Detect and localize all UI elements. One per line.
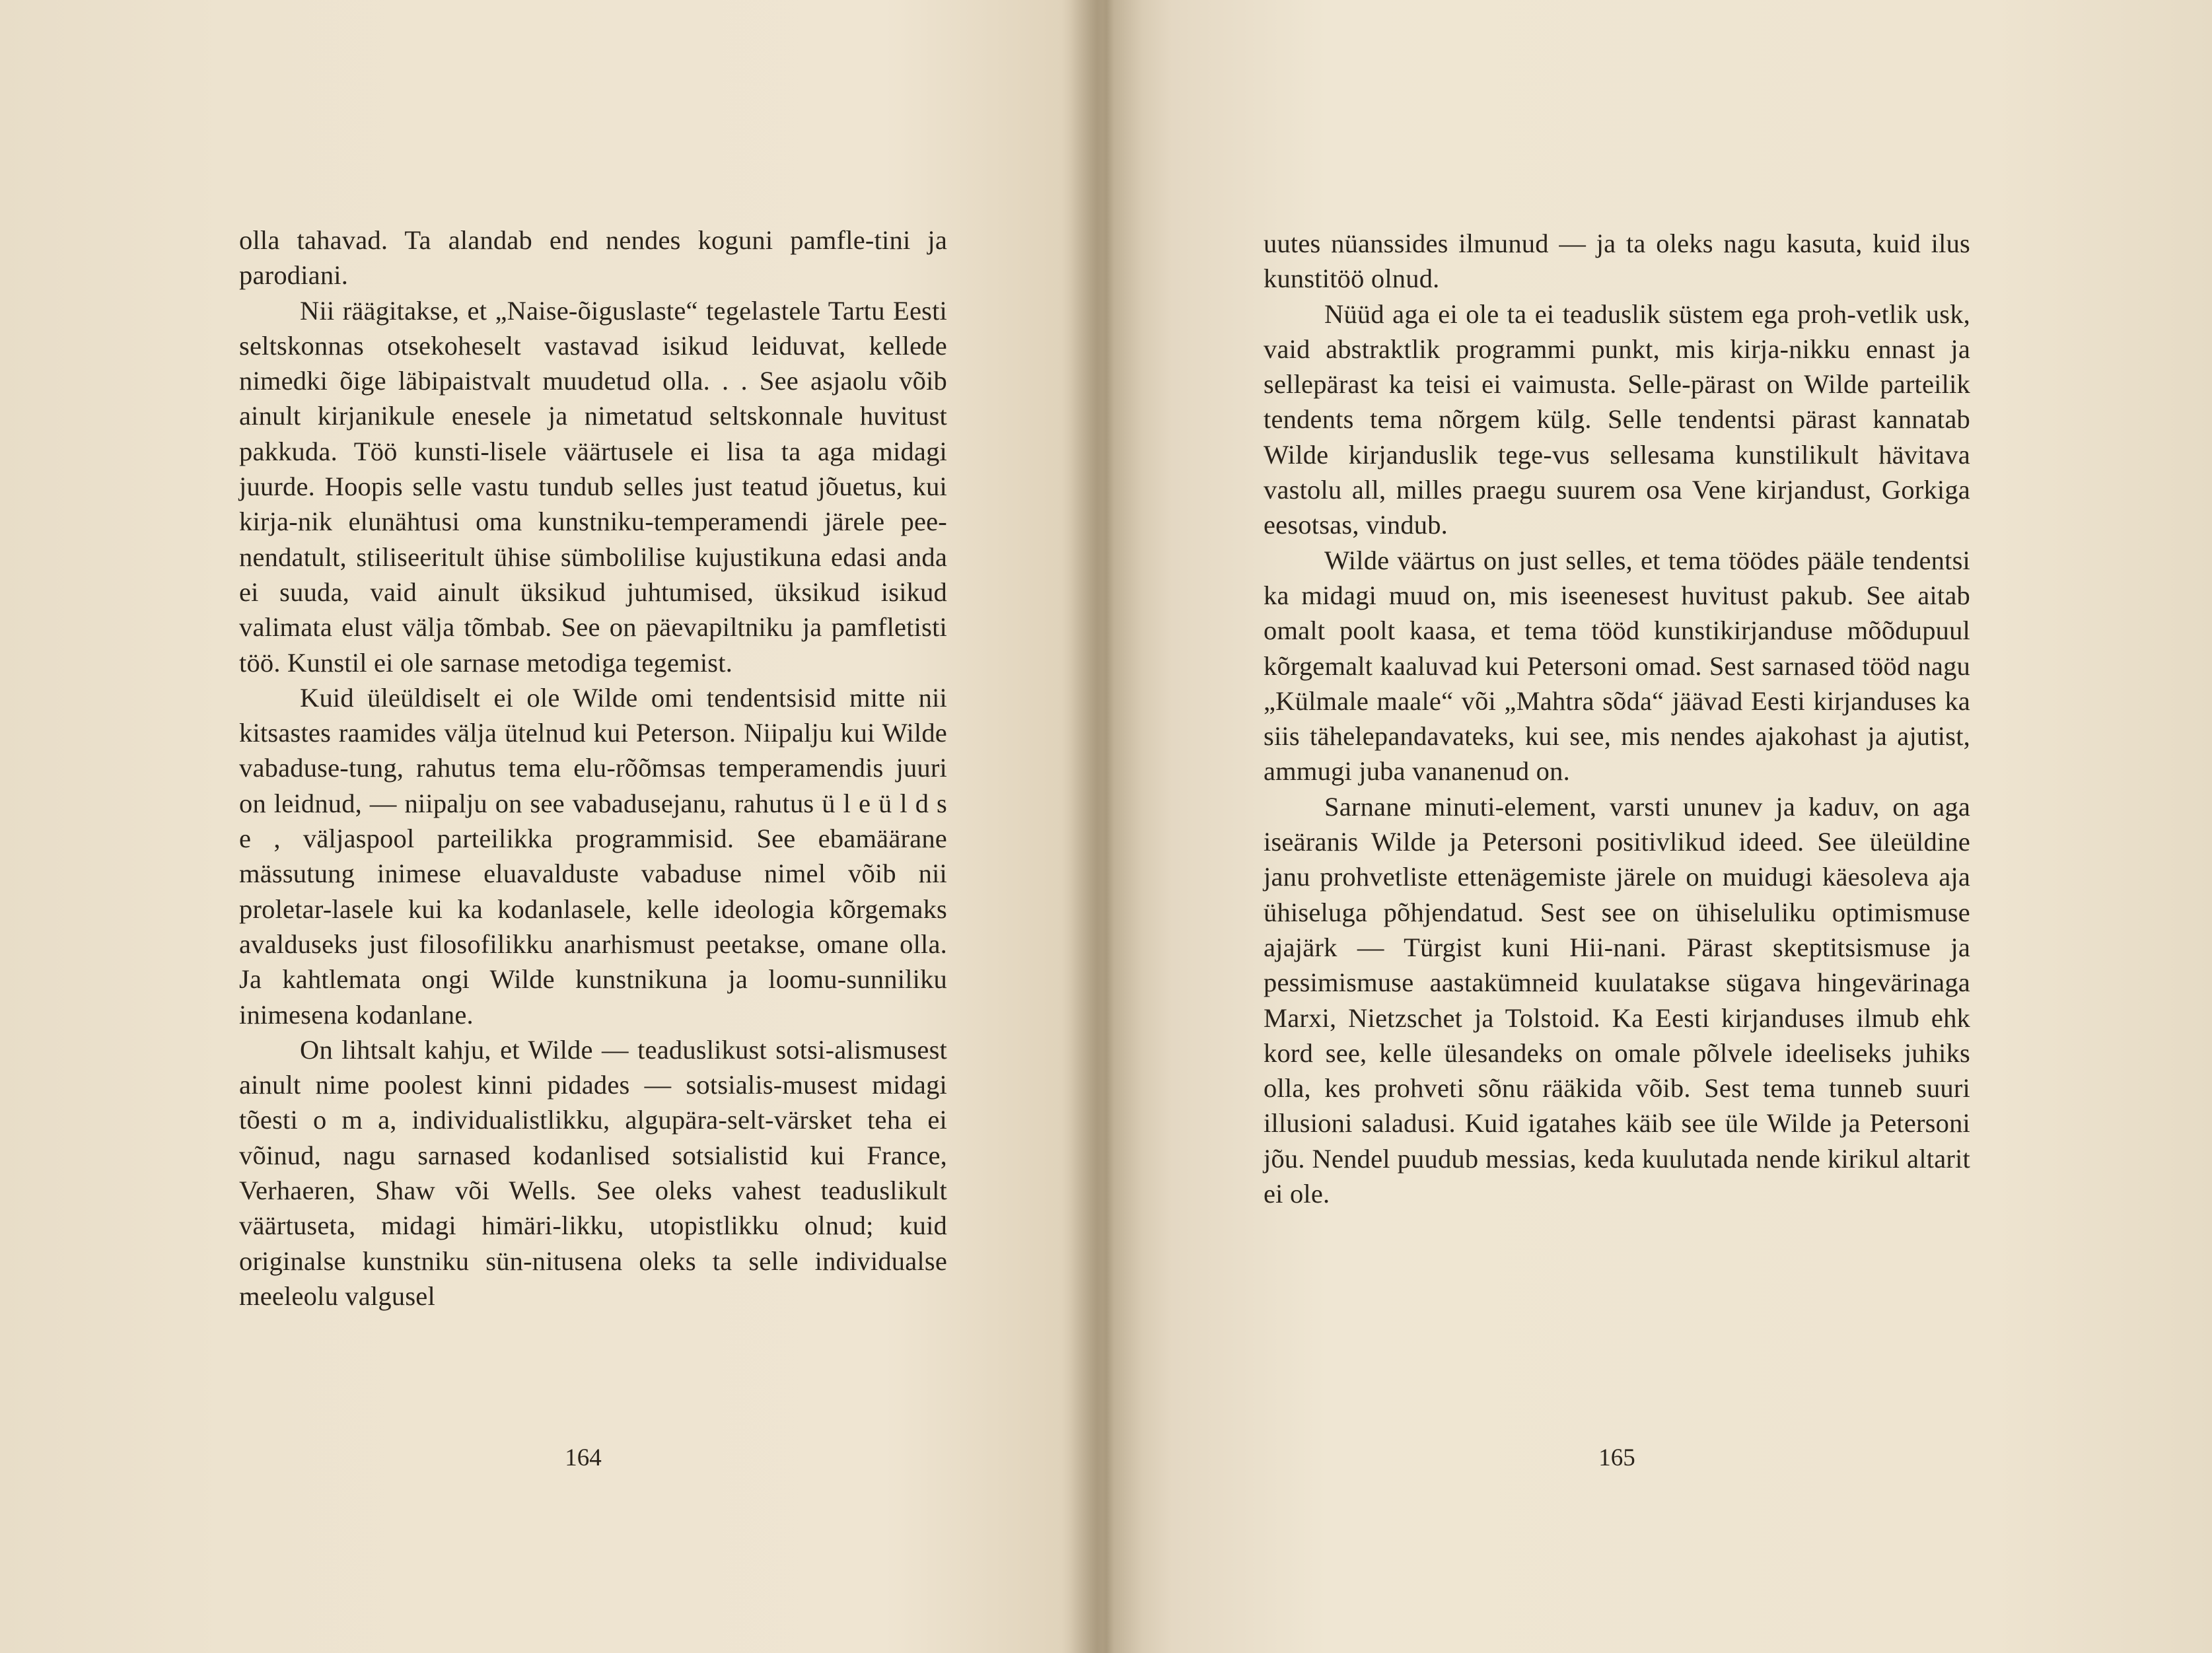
- page-number: 164: [565, 1444, 602, 1471]
- paragraph: uutes nüanssides ilmunud — ja ta oleks nagu kasuta, kuid ilus kunstitöö olnud.: [1264, 229, 1970, 294]
- paragraph: Nii räägitakse, et „Naise-õiguslaste“ tegelastele Tartu Eesti seltskonnas otsekoheselt vastavad isikud leiduvat, kellede nimedki õige läbipaistvalt muudetud olla. . . See asjaolu võib ainult kirjanikule enesele ja nimetatud seltskonnale huvitust pakkuda. Töö kunsti-lisele väärtusele ei lisa ta aga midagi juurde. Hoopis selle vastu tundub selles just teatud jõuetus, kui kirja-nik elunähtusi oma kunstniku-temperamendi järele pee-nendatult, stiliseeritult ühise sümbolilise kujustikuna edasi anda ei suuda, vaid ainult üksikud juhtumised, üksikud isikud valimata elust välja tõmbab. See on päevapiltniku ja pamfletisti töö. Kunstil ei ole sarnase metodiga tegemist.: [239, 295, 947, 678]
- left-page-text: [239, 223, 947, 1314]
- right-page: [1103, 0, 2212, 1653]
- paragraph: Nüüd aga ei ole ta ei teaduslik süstem ega proh-vetlik usk, vaid abstraktlik programmi punkt, mis kirja-nikku ennast ja sellepärast ka teisi ei vaimusta. Selle-pärast on Wilde parteilik tendents tema nõrgem külg. Selle tendentsi pärast kannatab Wilde kirjanduslik tege-vus sellesama kunstilikult hävitava vastolu all, milles praegu suurem osa Vene kirjandust, Gorkiga eesotsas, vindub.: [1264, 299, 1970, 540]
- page-number: 165: [1598, 1444, 1635, 1471]
- right-page-text: [1264, 226, 1970, 1211]
- paragraph: On lihtsalt kahju, et Wilde — teaduslikust sotsi-alismusest ainult nime poolest kinni pidades — sotsialis-musest midagi tõesti o m a, individualistlikku, algupära-selt-värsket teha ei võinud, nagu sarnased kodanlised sotsialistid kui France, Verhaeren, Shaw või Wells. See oleks vahest teaduslikult väärtuseta, midagi himäri-likku, utopistlikku olnud; kuid originalse kunstniku sün-nitusena oleks ta selle individualse meeleolu valgusel: [239, 1034, 947, 1311]
- paragraph: olla tahavad. Ta alandab end nendes koguni pamfle-tini ja parodiani.: [239, 225, 947, 291]
- left-page: [0, 0, 1103, 1653]
- paragraph: Wilde väärtus on just selles, et tema töödes pääle tendentsi ka midagi muud on, mis iseenesest huvitust pakub. See aitab omalt poolt kaasa, et tema tööd kunstikirjanduse mõõdupuul kõrgemalt kaaluvad kui Petersoni omad. Sest sarnased tööd nagu „Külmale maale“ või „Mahtra sõda“ jäävad Eesti kirjanduses ka siis tähelepandavateks, kui see, mis nendes ajakohast ja ajutist, ammugi juba vananenud on.: [1264, 545, 1970, 787]
- paragraph: Kuid üleüldiselt ei ole Wilde omi tendentsisid mitte nii kitsastes raamides välja ütelnud kui Peterson. Niipalju kui Wilde vabaduse-tung, rahutus tema elu-rõõmsas temperamendis juuri on leidnud, — niipalju on see vabadusejanu, rahutus ü l e ü l d s e , väljaspool parteilikka programmisid. See ebamäärane mässutung inimese eluavalduste vabaduse nimel võib nii proletar-lasele kui ka kodanlasele, kelle ideologia kõrgemaks avalduseks just filosofilikku anarhismust peetakse, omane olla. Ja kahtlemata ongi Wilde kunstnikuna ja loomu-sunniliku inimesena kodanlane.: [239, 682, 947, 1030]
- paragraph: Sarnane minuti-element, varsti ununev ja kaduv, on aga iseäranis Wilde ja Petersoni positivlikud ideed. See üleüldine janu prohvetliste ettenägemiste järele on muidugi käesoleva aja ühiseluga põhjendatud. Sest see on ühiseluliku optimismuse ajajärk — Türgist kuni Hii-nani. Pärast skeptitsismuse ja pessimismuse aastakümneid kuulatakse sügava hingevärinaga Marxi, Nietzschet ja Tolstoid. Ka Eesti kirjanduses ilmub ehk kord see, kelle ülesandeks on omale põlvele ideeliseks juhiks olla, kes prohveti sõnu rääkida võib. Sest tema tunneb suuri illusioni saladusi. Kuid igatahes käib see üle Wilde ja Petersoni jõu. Nendel puudub messias, keda kuulutada nende kirikul altarit ei ole.: [1264, 791, 1970, 1209]
